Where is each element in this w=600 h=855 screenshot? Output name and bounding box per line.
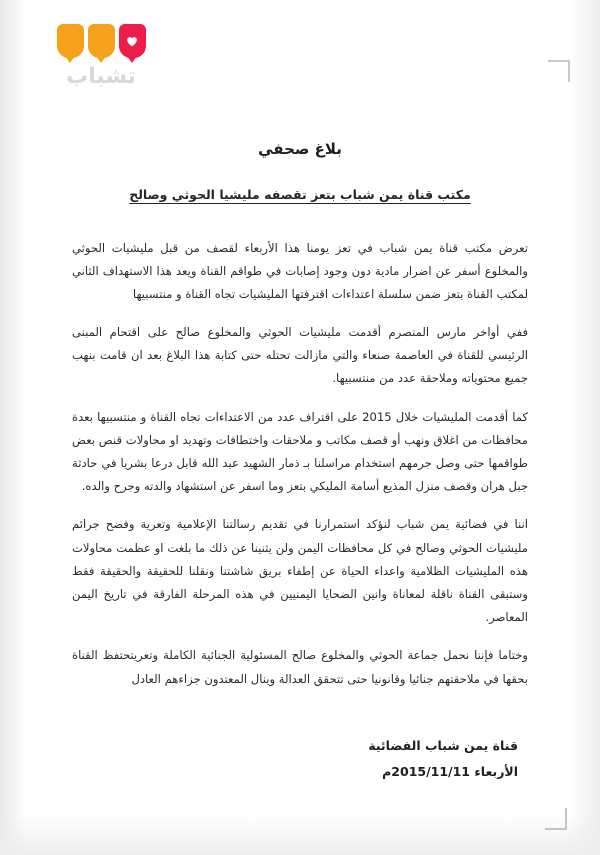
page-shade-bottom (0, 815, 600, 855)
crop-mark-bottom-right (545, 808, 567, 830)
logo-speech-bubble-orange-icon (88, 24, 115, 58)
signature-organization: قناة يمن شباب الفضائية (368, 737, 518, 753)
signature-date: الأربعاء 2015/11/11م (382, 763, 518, 779)
logo-mark (26, 18, 176, 58)
logo-speech-bubble-orange-2-icon (57, 24, 84, 58)
crop-mark-top-right (548, 60, 570, 82)
document-paragraph: وختاما فإننا نحمل جماعة الحوثي والمخلوع صالح المسئولية الجنائية الكاملة وتعريتحتفظ القناة بحقها في ملاحقتهم جنائيا وقانونيا حتى تتحقق العدالة وينال المعتدون جزاءهم العادل (72, 648, 528, 686)
logo-speech-bubble-red-icon (119, 24, 146, 58)
document-signature (72, 733, 518, 786)
document-paragraph: كما أقدمت المليشيات خلال 2015 على اقتراف عدد من الاعتداءات تجاه القناة و منتسبيها بعدة محافظات من اغلاق ونهب أو قصف مكاتب و ملاحقات واختطافات وتهديد او محاولات قنص بعض طواقمها حتى وصل جرمهم استخدام مراسلنا بـ ذمار الشهيد عبد الله قابل درعا بشريا في حادثة جبل هران وقصف منزل المذيع أسامة المليكي بتعز وما اسفر عن استشهاد والدته وجرح والده. (72, 409, 528, 494)
document-paragraph: ففي أواخر مارس المنصرم أقدمت مليشيات الحوثي والمخلوع صالح على اقتحام المبنى الرئيسي للقناة في العاصمة صنعاء والتي مازالت تحتله حتى كتابة هذا البلاغ بعد ان قامت بنهب جميع محتوياته وملاحقة عدد من منتسبيها. (72, 325, 528, 386)
document-body (72, 140, 528, 785)
logo (26, 18, 176, 89)
document-title: بلاغ صحفي (258, 140, 342, 158)
page-shade-right (570, 0, 600, 855)
document-subtitle: مكتب قناة يمن شباب بتعز تقصفه مليشيا الحوثي وصالح (129, 187, 471, 202)
document-paragraph: اننا في فضائية يمن شباب لنؤكد استمرارنا في تقديم رسالتنا الإعلامية وتعرية وفضح جرائم مليشيات الحوثي وصالح في كل محافظات اليمن ولن يثنينا عن ذلك ما بلغت او عظمت محاولات هذه المليشيات الظلامية واعداء الحياة عن إطفاء بريق شاشتنا ونقلنا للحقيقة والحقيقة فقط وستبقى القناة ناقلة لمعاناة وانين الضحايا اليمنيين في هذه المرحلة الفارقة في تاريخ اليمن المعاصر. (72, 517, 528, 625)
page-shade-left (0, 0, 26, 855)
document-paragraph: تعرض مكتب قناة يمن شباب في تعز يومنا هذا الأربعاء لقصف من قبل مليشيات الحوثي والمخلوع أسفر عن اضرار مادية دون وجود إصابات في طواقم القناة ويعد هذا الاستهداف الثاني لمكتب القناة بتعز ضمن سلسلة اعتداءات اقترفتها المليشيات تجاه القناة و منتسبيها (72, 240, 528, 301)
logo-wordmark: تشباب (66, 64, 136, 89)
